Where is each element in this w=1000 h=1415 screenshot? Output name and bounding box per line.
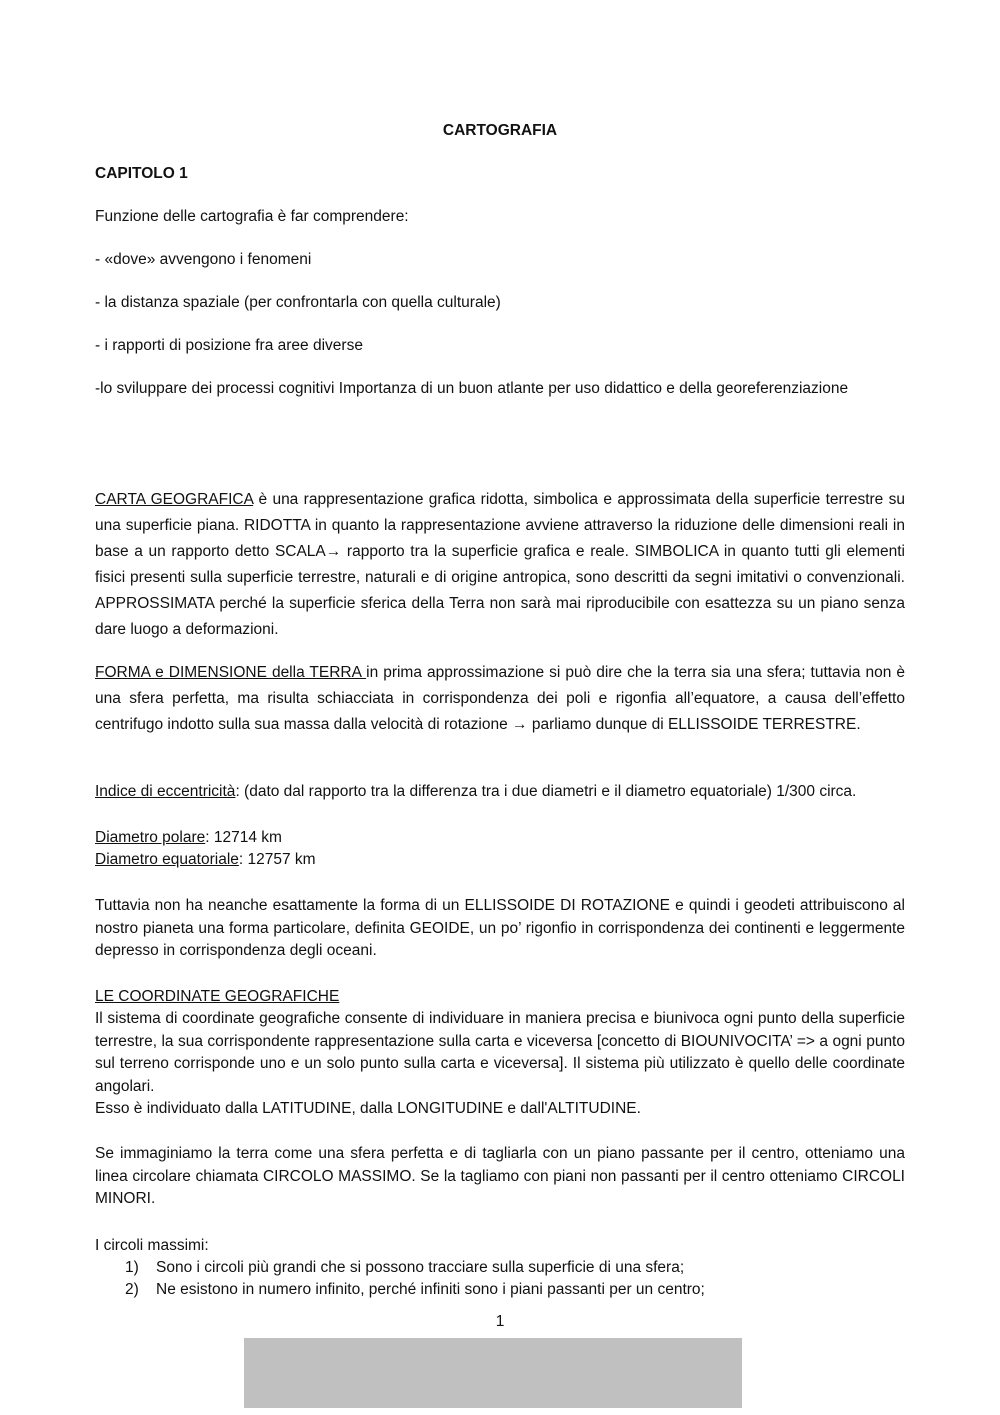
diametro-equatoriale-term: Diametro equatoriale xyxy=(95,851,239,868)
indice-eccentricita-term: Indice di eccentricità xyxy=(95,783,236,800)
coordinate-heading: LE COORDINATE GEOGRAFICHE xyxy=(95,988,340,1005)
geoide-paragraph: Tuttavia non ha neanche esattamente la forma di un ELLISSOIDE DI ROTAZIONE e quindi i geodeti attribuiscono al nostro pianeta una forma particolare, definita GEOIDE, un po’ rigonfio in corrispondenza dei continenti e leggermente depresso in corrispondenza degli oceani. xyxy=(95,897,905,959)
forma-dimensione-text: in prima approssimazione si può dire che la terra sia una sfera; tuttavia non è una sfera perfetta, ma risulta schiacciata in corrispondenza dei poli e rigonfia all’equatore, a causa dell’effetto centrifugo indotto sulla sua massa dalla velocità di rotazione → parliamo dunque di ELLISSOIDE TERRESTRE. xyxy=(95,664,905,733)
page-number: 1 xyxy=(495,1313,505,1330)
diametro-equatoriale-value: : 12757 km xyxy=(238,851,316,868)
list-item: 2) Ne esistono in numero infinito, perché infiniti sono i piani passanti per un centro; xyxy=(125,1281,705,1298)
chapter-heading: CAPITOLO 1 xyxy=(95,165,188,182)
carta-geografica-term: CARTA GEOGRAFICA xyxy=(95,491,254,508)
circoli-massimi-intro: I circoli massimi: xyxy=(95,1237,209,1254)
coordinate-paragraph-2: Esso è individuato dalla LATITUDINE, dalla LONGITUDINE e dall'ALTITUDINE. xyxy=(95,1100,641,1117)
circolo-massimo-paragraph: Se immaginiamo la terra come una sfera perfetta e di tagliarla con un piano passante per il centro, otteniamo una linea circolare chiamata CIRCOLO MASSIMO. Se la tagliamo con piani non passanti per il centro otteniamo CIRCOLI MINORI. xyxy=(95,1145,905,1207)
indice-eccentricita xyxy=(95,781,905,804)
intro-text: Funzione delle cartografia è far comprendere: xyxy=(95,208,409,225)
footer-redacted-block xyxy=(244,1338,742,1408)
carta-geografica-paragraph xyxy=(95,487,905,643)
forma-dimensione-term: FORMA e DIMENSIONE della TERRA xyxy=(95,664,367,681)
bullet-dove: - «dove» avvengono i fenomeni xyxy=(95,251,312,268)
diametro-polare-term: Diametro polare xyxy=(95,829,206,846)
document-title: CARTOGRAFIA xyxy=(442,122,558,139)
diametro-equatoriale xyxy=(95,849,905,872)
coordinate-paragraph: Il sistema di coordinate geografiche consente di individuare in maniera precisa e biunivoca ogni punto della superficie terrestre, la sua corrispondente rappresentazione sulla carta e viceversa [concetto di BIOUNIVOCITA’ => a ogni punto sul terreno corrisponde uno e un solo punto sulla carta e viceversa]. Il sistema più utilizzato è quello delle coordinate angolari. xyxy=(95,1010,905,1095)
indice-eccentricita-text: : (dato dal rapporto tra la differenza tra i due diametri e il diametro equatoriale) 1/300 circa. xyxy=(235,783,857,800)
list-item: 1) Sono i circoli più grandi che si possono tracciare sulla superficie di una sfera; xyxy=(125,1259,685,1276)
diametro-polare-value: : 12714 km xyxy=(205,829,282,846)
bullet-rapporti: - i rapporti di posizione fra aree diverse xyxy=(95,337,363,354)
diametro-polare xyxy=(95,827,905,850)
forma-dimensione-paragraph xyxy=(95,660,905,738)
carta-geografica-text: è una rappresentazione grafica ridotta, simbolica e approssimata della superficie terrestre su una superficie piana. RIDOTTA in quanto la rappresentazione avviene attraverso la riduzione delle dimensioni reali in base a un rapporto detto SCALA→ rapporto tra la superficie grafica e reale. SIMBOLICA in quanto tutti gli elementi fisici presenti sulla superficie terrestre, naturali e di origine antropica, sono descritti da segni imitativi o convenzionali. APPROSSIMATA perché la superficie sferica della Terra non sarà mai riproducibile con esattezza su un piano senza dare luogo a deformazioni. xyxy=(95,491,906,638)
bullet-processi: -lo sviluppare dei processi cognitivi Importanza di un buon atlante per uso didattico e della georeferenziazione xyxy=(95,380,849,397)
bullet-distanza: - la distanza spaziale (per confrontarla con quella culturale) xyxy=(95,294,501,311)
